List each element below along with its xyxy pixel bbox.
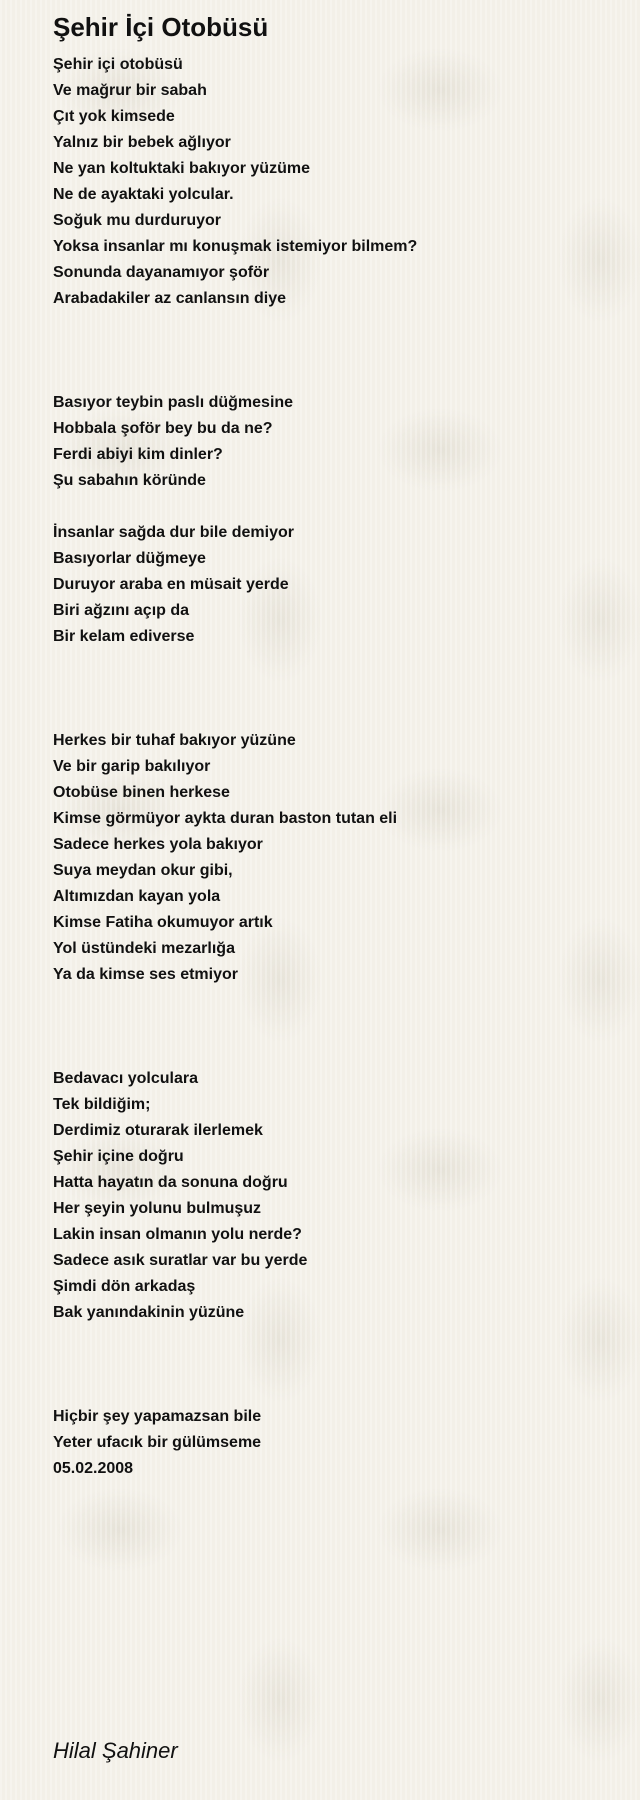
poem-line: Hobbala şoför bey bu da ne?: [53, 420, 273, 437]
poem-line: Lakin insan olmanın yolu nerde?: [53, 1226, 302, 1243]
poem-line: Ve mağrur bir sabah: [53, 82, 207, 99]
poem-line: Hiçbir şey yapamazsan bile: [53, 1408, 262, 1425]
poem-line: Suya meydan okur gibi,: [53, 862, 233, 879]
poem-line: Ya da kimse ses etmiyor: [53, 966, 238, 983]
poem-line: Yalnız bir bebek ağlıyor: [53, 134, 231, 151]
poem-line: Yeter ufacık bir gülümseme: [53, 1434, 262, 1451]
poem-line: Otobüse binen herkese: [53, 784, 230, 801]
author-name: Hilal Şahiner: [53, 1738, 178, 1763]
poem-line: Ne de ayaktaki yolcular.: [53, 186, 234, 203]
poem-line: Sadece herkes yola bakıyor: [53, 836, 263, 853]
poem-line: Sadece asık suratlar var bu yerde: [53, 1252, 308, 1269]
stanza-1: [53, 52, 613, 312]
stanza-3: [53, 520, 613, 650]
poem-date: 05.02.2008: [53, 1460, 134, 1477]
stanza-2: [53, 390, 613, 494]
stanza-4: [53, 728, 613, 988]
poem-line: Basıyor teybin paslı düğmesine: [53, 394, 294, 411]
poem-line: Ve bir garip bakılıyor: [53, 758, 211, 775]
poem-line: Kimse görmüyor aykta duran baston tutan eli: [53, 810, 398, 827]
poem-title: Şehir İçi Otobüsü: [53, 12, 269, 42]
poem-line: Bak yanındakinin yüzüne: [53, 1304, 245, 1321]
poem-line: Kimse Fatiha okumuyor artık: [53, 914, 273, 931]
poem-line: Soğuk mu durduruyor: [53, 212, 221, 229]
poem-line: Derdimiz oturarak ilerlemek: [53, 1122, 263, 1139]
poem-line: Şimdi dön arkadaş: [53, 1278, 196, 1295]
poem-line: Basıyorlar düğmeye: [53, 550, 206, 567]
poem-line: Yol üstündeki mezarlığa: [53, 940, 235, 957]
poem-line: Bir kelam ediverse: [53, 628, 195, 645]
poem-line: Biri ağzını açıp da: [53, 602, 190, 619]
poem-line: Sonunda dayanamıyor şoför: [53, 264, 270, 281]
poem-line: Bedavacı yolculara: [53, 1070, 198, 1087]
poem-line: Herkes bir tuhaf bakıyor yüzüne: [53, 732, 296, 749]
poem-body: [53, 52, 613, 1482]
stanza-5: [53, 1066, 613, 1326]
poem-line: Şehir içine doğru: [53, 1148, 184, 1165]
poem-line: Ferdi abiyi kim dinler?: [53, 446, 223, 463]
poem-line: Arabadakiler az canlansın diye: [53, 290, 286, 307]
poem-line: Çıt yok kimsede: [53, 108, 175, 125]
poem-line: Duruyor araba en müsait yerde: [53, 576, 289, 593]
poem-line: İnsanlar sağda dur bile demiyor: [53, 524, 294, 541]
poem-line: Altımızdan kayan yola: [53, 888, 221, 905]
poem-line: Şu sabahın köründe: [53, 472, 206, 489]
poem-line: Yoksa insanlar mı konuşmak istemiyor bilmem?: [53, 238, 418, 255]
stanza-6: [53, 1404, 613, 1482]
poem-line: Ne yan koltuktaki bakıyor yüzüme: [53, 160, 310, 177]
poem-line: Tek bildiğim;: [53, 1096, 151, 1113]
poem-line: Şehir içi otobüsü: [53, 56, 183, 73]
poem-line: Hatta hayatın da sonuna doğru: [53, 1174, 288, 1191]
poem-line: Her şeyin yolunu bulmuşuz: [53, 1200, 262, 1217]
